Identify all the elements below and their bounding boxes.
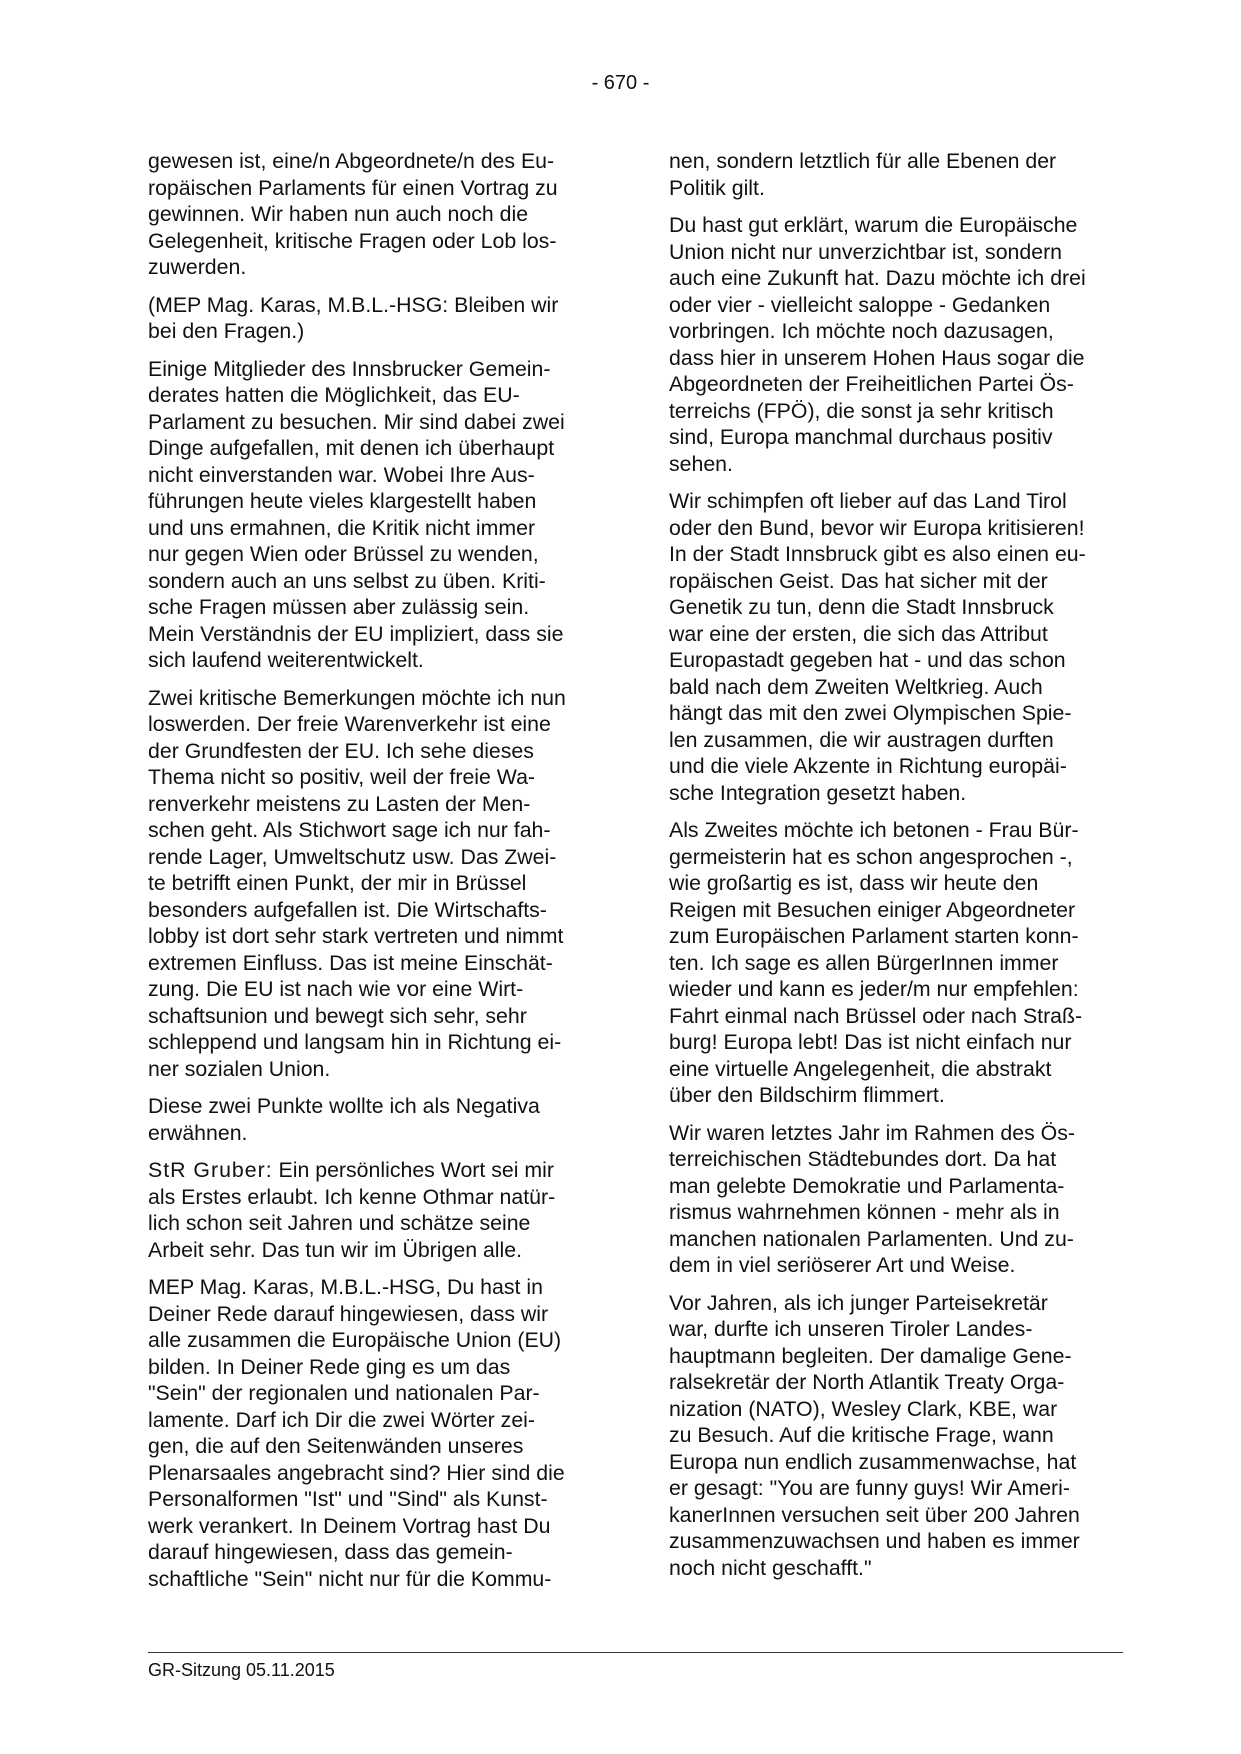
paragraph: MEP Mag. Karas, M.B.L.-HSG, Du hast in Deiner Rede darauf hingewiesen, dass wir alle zusammen die Europäische Union (EU) bilden. In Deiner Rede ging es um das "Sein" der regionalen und nationalen Par- lamente. Darf ich Dir die zwei Wörter zei- gen, die auf den Seitenwänden unseres Plenarsaales angebracht sind? Hier sind die Personalformen "Ist" und "Sind" als Kunst- werk verankert. In Deinem Vortrag hast Du darauf hingewiesen, dass das gemein- schaftliche "Sein" nicht nur für die Kommu- — [148, 1275, 565, 1591]
paragraph: nen, sondern letztlich für alle Ebenen der Politik gilt. — [669, 149, 1057, 200]
paragraph: Diese zwei Punkte wollte ich als Negativa erwähnen. — [148, 1094, 540, 1145]
paragraph: Wir waren letztes Jahr im Rahmen des Ös- terreichischen Städtebundes dort. Da hat man gelebte Demokratie und Parlamenta- rismus wahrnehmen können - mehr als in manchen nationalen Parlamenten. Und zu- dem in viel seriöserer Art und Weise. — [669, 1120, 1075, 1277]
paragraph: Einige Mitglieder des Innsbrucker Gemein- derates hatten die Möglichkeit, das EU- Parlament zu besuchen. Mir sind dabei zwei Dinge aufgefallen, mit denen ich überhaupt nicht einverstanden war. Wobei Ihre Aus- führungen heute vieles klargestellt haben und uns ermahnen, die Kritik nicht immer nur gegen Wien oder Brüssel zu wenden, sondern auch an uns selbst zu üben. Kriti- sche Fragen müssen aber zulässig sein. Mein Verständnis der EU impliziert, dass sie sich laufend weiterentwickelt. — [148, 356, 565, 672]
right-column — [669, 148, 1127, 1592]
paragraph: gewesen ist, eine/n Abgeordnete/n des Eu- ropäischen Parlaments für einen Vortrag zu gewinnen. Wir haben nun auch noch die Gelegenheit, kritische Fragen oder Lob los- zuwerden. — [148, 149, 558, 279]
paragraph: Vor Jahren, als ich junger Parteisekretär war, durfte ich unseren Tiroler Landes- hauptmann begleiten. Der damalige Gene- ralsekretär der North Atlantik Treaty Orga- nization (NATO), Wesley Clark, KBE, war zu Besuch. Auf die kritische Frage, wann Europa nun endlich zusammenwachse, hat er gesagt: "You are funny guys! Wir Ameri- kanerInnen versuchen seit über 200 Jahren zusammenzuwachsen und haben es immer noch nicht geschafft." — [669, 1290, 1080, 1580]
paragraph: Du hast gut erklärt, warum die Europäische Union nicht nur unverzichtbar ist, sondern auch eine Zukunft hat. Dazu möchte ich drei oder vier - vielleicht saloppe - Gedanken vorbringen. Ich möchte noch dazusagen, dass hier in unserem Hohen Haus sogar die Abgeordneten der Freiheitlichen Partei Ös- terreichs (FPÖ), die sonst ja sehr kritisch sind, Europa manchmal durchaus positiv sehen. — [669, 213, 1086, 476]
left-column — [148, 148, 603, 1603]
footer-divider — [148, 1652, 1123, 1653]
speaker-text: Ein persönliches Wort sei mir als Erstes erlaubt. Ich kenne Othmar natür- lich schon seit Jahren und schätze seine Arbeit sehr. Das tun wir im Übrigen alle. — [148, 1158, 556, 1262]
speaker-paragraph — [148, 1157, 603, 1263]
paragraph: Wir schimpfen oft lieber auf das Land Tirol oder den Bund, bevor wir Europa kritisieren! In der Stadt Innsbruck gibt es also einen eu- ropäischen Geist. Das hat sicher mit der Genetik zu tun, denn die Stadt Innsbruck war eine der ersten, die sich das Attribut Europastadt gegeben hat - und das schon bald nach dem Zweiten Weltkrieg. Auch hängt das mit den zwei Olympischen Spie- len zusammen, die wir austragen durften und die viele Akzente in Richtung europäi- sche Integration gesetzt haben. — [669, 489, 1086, 805]
paragraph: (MEP Mag. Karas, M.B.L.-HSG: Bleiben wir bei den Fragen.) — [148, 292, 559, 343]
speaker-name: StR Gruber: — [148, 1158, 273, 1182]
footer-session-date: GR-Sitzung 05.11.2015 — [148, 1660, 335, 1680]
paragraph: Als Zweites möchte ich betonen - Frau Bür- germeisterin hat es schon angesprochen -, wie großartig es ist, dass wir heute den Reigen mit Besuchen einiger Abgeordneter zum Europäischen Parlament starten konn- ten. Ich sage es allen BürgerInnen immer wieder und kann es jeder/m nur empfehlen: Fahrt einmal nach Brüssel oder nach Straß- burg! Europa lebt! Das ist nicht einfach nur eine virtuelle Angelegenheit, die abstrakt über den Bildschirm flimmert. — [669, 818, 1083, 1107]
paragraph: Zwei kritische Bemerkungen möchte ich nun loswerden. Der freie Warenverkehr ist eine der Grundfesten der EU. Ich sehe dieses Thema nicht so positiv, weil der freie Wa- renverkehr meistens zu Lasten der Men- schen geht. Als Stichwort sage ich nur fah- rende Lager, Umweltschutz usw. Das Zwei- te betrifft einen Punkt, der mir in Brüssel besonders aufgefallen ist. Die Wirtschafts- lobby ist dort sehr stark vertreten und nimmt extremen Einfluss. Das ist meine Einschät- zung. Die EU ist nach wie vor eine Wirt- schaftsunion und bewegt sich sehr, sehr schleppend und langsam hin in Richtung ei- ner sozialen Union. — [148, 685, 566, 1081]
page-number: - 670 - — [591, 72, 650, 94]
